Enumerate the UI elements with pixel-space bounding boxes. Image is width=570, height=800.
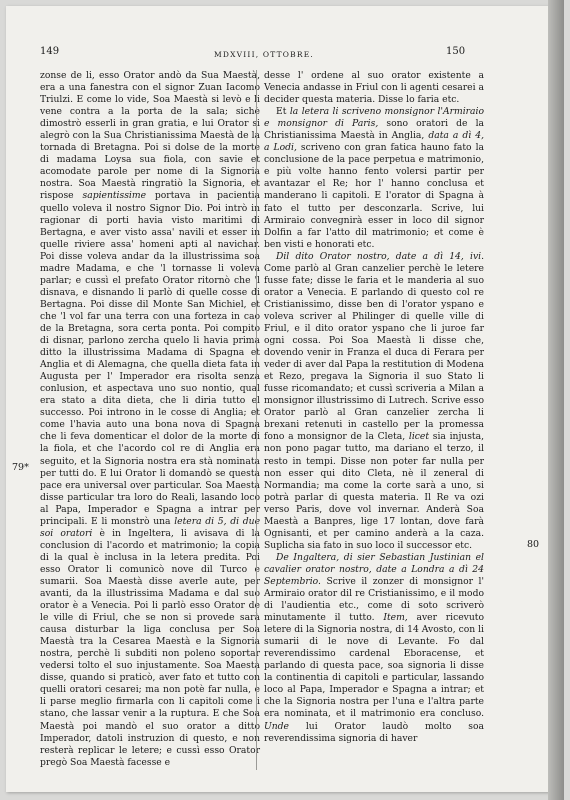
- margin-number-right: 80: [527, 539, 540, 550]
- text-run: Scrive il zonzer di monsignor l' Armiraio orator dil re Cristianissimo, e il modo di l'audientia etc., come di soto scriverò minutamente il tutto.: [264, 575, 485, 624]
- column-divider: [256, 70, 257, 770]
- page-number-left: 149: [40, 46, 60, 57]
- text-run: scriveno con gran fatica hauno fato la conclusione de la pace perpetua e matrimonio, e più volte hanno fento volersi partir per avantazar el Re; hor l' hanno conclusa et manderano li capitoli. E l'orator di Spagna à fato el tutto per desconzarla. Scrive, lui Armiraio convegnirà esser in loco dil signor Dolfin a far l'atto dil matrimonio; et come è ben visti e honorati etc.: [264, 142, 484, 250]
- italic-run: letera di 5, di due soi oratori: [40, 515, 261, 539]
- right-column: [264, 70, 484, 745]
- right-paragraph: [264, 552, 484, 745]
- margin-number-left: 79*: [12, 462, 29, 473]
- right-paragraph: [264, 106, 484, 251]
- italic-run: De Ingaltera, di sier Sebastian Justinian el cavalier orator nostro, date a Londra a dì 24 Septembrio.: [264, 551, 484, 587]
- text-run: aver ricevuto letere di la Signoria nostra, di 14 Avosto, con li sumarii di le nove di Levante. Fo dal reverendissimo cardenal Eboracense, et parlando di questa pace, soa signoria li disse la continentia di capitoli e particular, lassando loco al Papa, Imperador e Spagna a intrar; et che la Signoria nostra per l'una e l'altra parte era nominata, et il matrimonio era concluso.: [264, 612, 484, 720]
- book-page: [6, 6, 554, 792]
- italic-run: licet: [408, 431, 430, 443]
- page-number-right: 150: [446, 46, 466, 57]
- left-column: [40, 70, 260, 769]
- text-run: portava in pacientia quello voleva il nostro Signor Dio. Poi intrò in ragionar di porti havia visto maritimi di Bertagna, e aver visto assa' navili et esser in quelle riviere assa' homeni apti al navichar. Poi disse voleva andar da la illustrissima soa madre Madama, e che 'l tornasse li voleva parlar; e cussì el prefato Orator ritornò che 'l disnava, e disnando li parlò di quelle cosse di Bertagna. Poi disse dil Monte San Michiel, et che 'l vol far una terra con una forteza in cao de la Bretagna, sora certa ponta. Poi compito di disnar, parlono zercha quelo li havia prima ditto la illustrissima Madama di Spagna et Anglia et di Alemagna, che quella dieta fata in Augusta per l' Imperador era risolta senza conlusion, et aspectava uno suo nontio, qual era stato a dita dieta, che li diria tutto el successo. Poi introno in le cosse di Anglia; et come l'havia auto una bona nova di Spagna che li feva domenticar el dolor de la morte di la fiola, et che l'acordo col re di Anglia era seguito, et la Signoria nostra era stà nominata per tutti do. E lui Orator li domandò se questa pace era universal over particular. Soa Maestà disse particular tra loro do Reali, lasando loco al Papa, Imperador e Spagna a intrar per principali. E li monstrò una: [40, 190, 261, 527]
- text-run: Et: [276, 106, 287, 118]
- italic-run: sapientissime: [82, 190, 147, 202]
- text-run: lui Orator laudò molto soa reverendissima signoria di haver: [264, 720, 485, 744]
- right-paragraph: desse l' ordene al suo orator existente a Venecia andasse in Friul con li agenti cesarei a decider questa materia. Disse lo faria etc.: [264, 70, 484, 106]
- text-run: sia injusta, non pono pagar tutto, ma dariano el terzo, il resto in tempi. Disse non poter far nulla per non esser qui dito Cleta, nè il zeneral di Normandia; ma come la corte sarà a uno, si potrà parlar di questa materia. Il Re va ozi verso Paris, dove vol invernar. Anderà Soa Maestà a Banpres, lige 17 lontan, dove farà Ognisanti, et per camino anderà a la caza. Suplicha sia fato in suo loco il successor etc.: [264, 431, 485, 551]
- text-run: zonse de li, esso Orator andò da Sua Maestà, era a una fanestra con el signor Zuan Iacomo Triulzi. E come lo vide, Soa Maestà si levò e li vene contra a la porta de la sala; sichè dimostrò esserli in gran gratia, e lui Orator si alegrò con la Sua Christianissima Maestà de la tornada di Bretagna. Poi si dolse de la morte di madama Loysa sua fiola, con savie et acomodate parole per nome di la Signoria nostra. Soa Maestà ringratiò la Signoria, et rispose: [40, 70, 260, 202]
- right-paragraph: [264, 251, 484, 552]
- page-edge-shadow: [548, 0, 564, 800]
- italic-run: Unde: [264, 720, 289, 732]
- italic-run: la letera li scriveno monsignor l'Armiraio e monsignor di Paris,: [264, 106, 485, 130]
- text-run: è in Ingeltera, li avisava di la conclusion di l'acordo et matrimonio; la copia di la qual è inclusa in la letera predita. Poi esso Orator li comunicò nove dil Turco e sumarii. Soa Maestà disse averle aute, per avanti, da la illustrissima Madama e dal suo orator è a Venecia. Poi li parlò esso Orator de le ville di Friul, che se non si provede sarà causa disturbar la liga conclusa per Soa Maestà tra la Cesarea Maestà e la Signoria nostra, perchè li subditi non poleno soportar vedersi tolto el suo injustamente. Soa Maestà disse, quando si praticò, aver fato et tutto con quelli oratori cesarei; ma non potè far nulla, e li parse meglio firmarla con li capitoli come i stano, che lassar venir a la ruptura. E che Soa Maestà poi mandò el suo orator a ditto Imperador, datoli instruzion di questo, e non resterà replicar le letere; e cussì esso Orator pregò Soa Maestà facesse e: [40, 527, 261, 768]
- running-head: MDXVIII, OTTOBRE.: [214, 50, 314, 59]
- italic-run: Dil dito Orator nostro, date a dì 14, ivi.: [276, 250, 484, 262]
- italic-run: data a dì 4, a Lodi,: [264, 130, 485, 154]
- text-run: sono oratori de la Christianissima Maestà in Anglia,: [264, 118, 484, 142]
- left-paragraph: [40, 70, 260, 769]
- text-run: Come parlò al Gran canzelier perchè le letere fusse fate; disse le faria et le manderia al suo orator a Venecia. E parlando di questo col re Cristianissimo, disse ben di l'orator yspano e voleva scriver al Philinger di quelle ville di Friul, e il dito orator yspano che li juroe far ogni cossa. Poi Soa Maestà li disse che, dovendo venir in Franza el duca di Ferara per veder di aver dal Papa la restitution di Modena et Rezo, pregava la Signoria il suo Stato li fusse ricomandato; et cussì scriveria a Milan a monsignor illustrissimo di Lutrech. Scrive esso Orator parlò al Gran canzelier zercha li brexani retenuti in castello per la promessa fono a monsignor de la Cleta,: [264, 262, 484, 443]
- italic-run: Item,: [383, 612, 408, 624]
